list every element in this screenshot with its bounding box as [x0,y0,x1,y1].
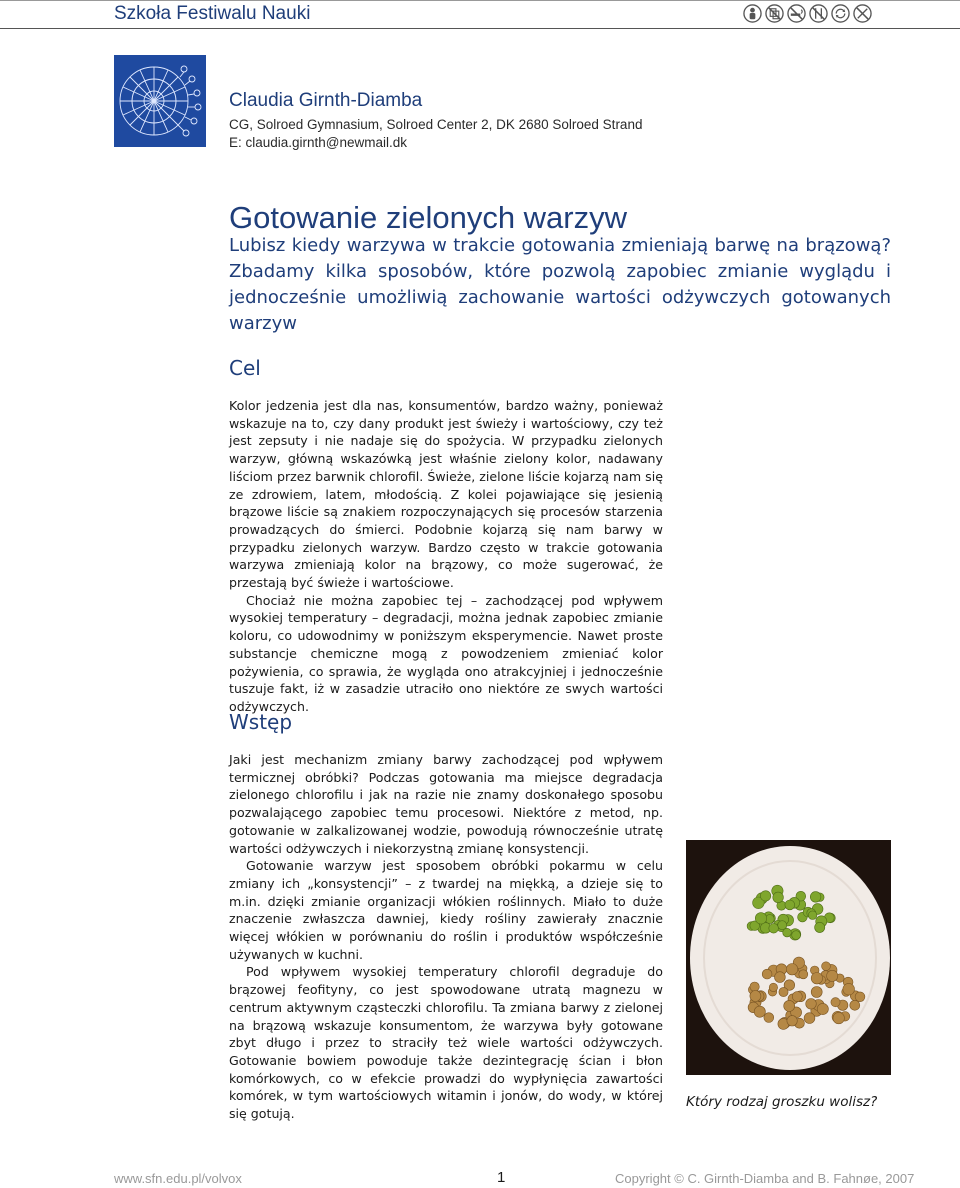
article-title: Gotowanie zielonych warzyw [229,200,628,235]
pea [811,973,822,984]
pea [779,987,788,996]
person-icon [743,4,762,23]
paragraph: Chociaż nie można zapobiec tej – zachodzącej pod wpływem wysokiej temperatury – degradacji, można jednak zapobiec zmianie koloru, co udowodnimy w poniższym eksperymencie. Nawet proste substancje chemiczne mogą z powodzeniem zmieniać kolor pożywienia, co sprawia, że wygląda ono atrakcyjniej i jednocześnie tuszuje fakt, iż w zasadzie utraciło ono niektóre ze swych wartości odżywczych. [229,592,663,714]
pea [808,911,817,920]
paragraph: Gotowanie warzyw jest sposobem obróbki pokarmu w celu zmiany ich „konsystencji” – z twardej na miękką, a dzieje się to m.in. dzięki zmianie organizacji włókien roślinnych. Miało to duże znaczenie zwłaszcza dawniej, kiedy rośliny zawierały znacznie więcej włókien w porównaniu do roślin i produktów współcześnie używanych w kuchni. [229,858,663,962]
recycle-icon [831,4,850,23]
header-bottom-rule [0,28,960,29]
pea [817,1003,828,1014]
section-body-wstep [229,751,663,1123]
author-name: Claudia Girnth-Diamba [229,90,423,111]
section-heading-cel: Cel [229,356,261,380]
pea [760,891,770,901]
no-tools-icon [853,4,872,23]
figure-caption: Który rodzaj groszku wolisz? [686,1094,878,1110]
pea [750,982,759,991]
pea [773,892,784,903]
peas-plate-photo [686,840,891,1075]
pea [810,892,821,903]
pea [815,922,825,932]
pea [799,970,808,979]
paragraph: Jaki jest mechanizm zmiany barwy zachodzącej pod wpływem termicznej obróbki? Podczas gotowania ma miejsce degradacja zielonego chlorofilu i jak na razie nie znamy doskonałego sposobu pozwalającego zapobiec temu procesowi. Niektóre z metod, np. gotowanie w zalkalizowanej wodzie, powodują równocześnie utratę wartości odżywczych i niekorzystną zmianę konsystencji. [229,752,663,856]
pea [850,1000,860,1010]
pea [764,1013,774,1023]
pea [785,900,795,910]
header-title: Szkoła Festiwalu Nauki [114,3,311,24]
pea [769,924,779,934]
pea [806,999,817,1010]
pea [786,964,797,975]
author-affiliation: CG, Solroed Gymnasium, Solroed Center 2, DK 2680 Solroed Strand [229,117,643,132]
section-heading-wstep: Wstęp [229,710,293,734]
pea [855,992,865,1002]
pea [792,992,802,1002]
author-email: E: claudia.girnth@newmail.dk [229,135,408,150]
page-number: 1 [497,1169,506,1186]
pea [843,983,855,995]
paragraph: Kolor jedzenia jest dla nas, konsumentów, bardzo ważny, ponieważ wskazuje na to, czy dany produkt jest świeży i wartościowy, czy też jest zepsuty i nie nadaje się do spożycia. W przypadku zielonych warzyw, główną wskazówką jest właśnie zielony kolor, nadawany liściom przez barwnik chlorofil. Świeże, zielone liście kojarzą nam się ze zdrowiem, latem, młodością. Z kolei pojawiające się jesienią brązowe liście są znakiem rozpoczynających się procesów starzenia prowadzących do śmierci. Podobnie kojarzą się nam barwy w przypadku zielonych warzyw. Bardzo często w trakcie gotowania warzywa zmieniają kolor na brązowy, co może sugerować, że przestają być świeże i wartościowe. [229,398,663,591]
pea [755,913,766,924]
pea [769,983,777,991]
pea [762,969,772,979]
no-copy-icon [765,4,784,23]
pea [831,998,840,1007]
section-body-cel [229,397,663,716]
pea [784,1000,795,1011]
pea [775,972,786,983]
pea [783,928,792,937]
header-icons [743,4,872,23]
pea [822,962,831,971]
paragraph: Pod wpływem wysokiej temperatury chlorofil degraduje do brązowej feofityny, co jest spowodowane utratą magnezu w centrum aktywnym cząsteczki chlorofilu. Ta zmiana barwy z zielonej na brązową wskazuje konsumentom, że warzywa były gotowane zbyt długo i przez to straciły też wiele wartości odżywczych. Gotowanie bowiem powoduje także dezintegrację ścian i błon komórkowych, co w efekcie prowadzi do wypłynięcia zawartości komórek, w tym wartościowych witamin i jonów, do wody, w której się gotują. [229,964,663,1122]
pea [792,931,801,940]
school-logo [114,55,206,147]
pea [787,1016,797,1026]
pea [811,987,822,998]
pea [804,1013,815,1024]
pea [833,1012,844,1023]
header-top-rule [0,0,960,1]
article-subtitle: Lubisz kiedy warzywa w trakcie gotowania zmieniają barwę na brązową? Zbadamy kilka sposobów, które pozwolą zapobiec zmianie wyglądu i jednocześnie umożliwią zachowanie wartości odżywczych gotowanych warzyw [229,235,891,334]
pea [827,970,838,981]
pea [754,1006,765,1017]
no-food-icon [809,4,828,23]
footer-copyright: Copyright © C. Girnth-Diamba and B. Fahnøe, 2007 [615,1171,915,1186]
pea [750,991,761,1002]
footer-url[interactable]: www.sfn.edu.pl/volvox [114,1171,242,1186]
no-smoking-icon [787,4,806,23]
